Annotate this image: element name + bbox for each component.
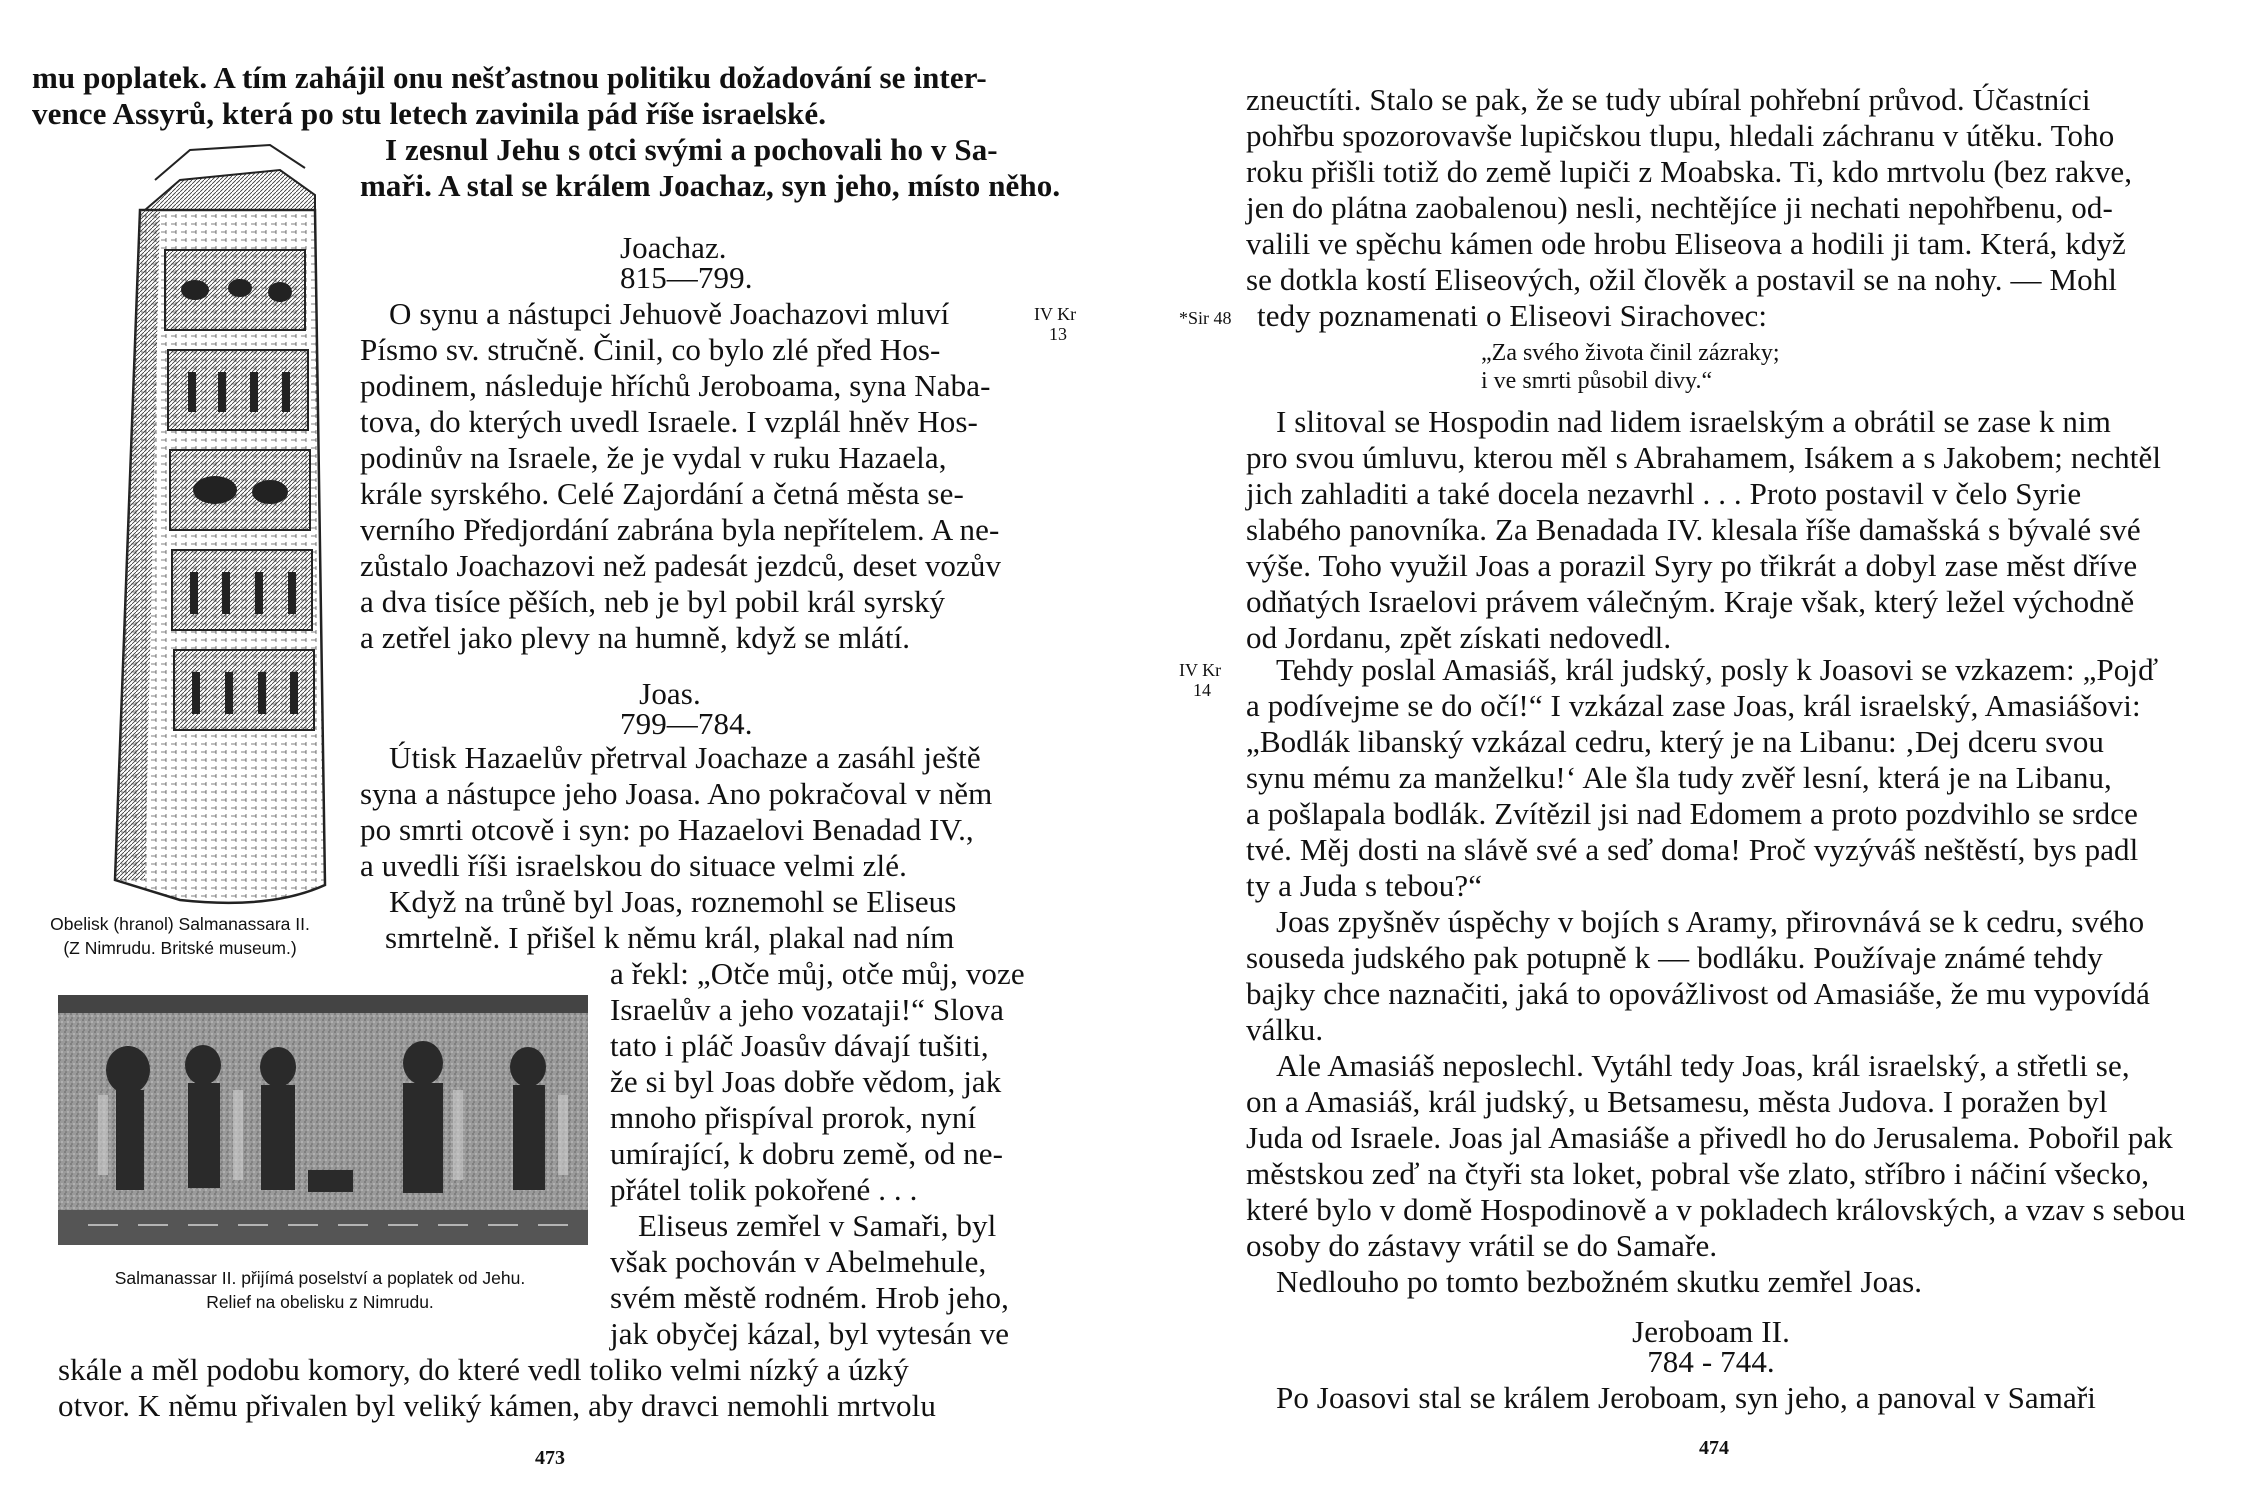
text-line: „Bodlák libanský vzkázal cedru, který je na Libanu: ‚Dej dceru svou [1246,724,2105,759]
text-line: verního Předjordání zabrána byla nepřítelem. A ne- [360,512,1000,547]
text-line: válku. [1246,1012,1324,1047]
text-line: a podívejme se do očí!“ I vzkázal zase Joas, král israelský, Amasiášovi: [1246,688,2141,723]
text-line: které bylo v domě Hospodinově a v pokladech královských, a vzav s sebou [1246,1192,2186,1227]
text-line: že si byl Joas dobře vědom, jak [610,1064,1002,1099]
text-line: maři. A stal se králem Joachaz, syn jeho, místo něho. [360,168,1061,203]
text-line: syna a nástupce jeho Joasa. Ano pokračoval v něm [360,776,993,811]
quote-line: i ve smrti působil divy.“ [1481,368,1713,394]
caption-line: (Z Nimrudu. Britské museum.) [63,938,297,958]
text-line: pohřbu spozorovavše lupičskou tlupu, hledali záchranu v útěku. Toho [1246,118,2115,153]
text-line: Když na trůně byl Joas, roznemohl se Eliseus [389,884,957,919]
margin-reference: IV Kr [1179,660,1222,680]
text-line: přátel tolik pokořené . . . [610,1172,918,1207]
quote-line: „Za svého života činil zázraky; [1481,340,1780,366]
text-line: umírající, k dobru země, od ne- [610,1136,1004,1171]
text-line: a zetřel jako plevy na humně, když se mlátí. [360,620,911,655]
text-line: smrtelně. I přišel k němu král, plakal nad ním [385,920,955,955]
section-years-jeroboam: 784 - 744. [1647,1344,1775,1379]
text-line: a uvedli říši israelskou do situace velmi zlé. [360,848,907,883]
text-line: synu mému za manželku!‘ Ale šla tudy zvěř lesní, která je na Libanu, [1246,760,2112,795]
figure-caption-relief [40,1266,600,1314]
text-line: Nedlouho po tomto bezbožném skutku zemřel Joas. [1276,1264,1923,1299]
text-line: osoby do zástavy vrátil se do Samaře. [1246,1228,1718,1263]
text-line: ty a Juda s tebou?“ [1246,868,1483,903]
caption-line: Salmanassar II. přijímá poselství a poplatek od Jehu. [114,1268,526,1288]
text-line: souseda judského pak potupně k — bodláku. Používaje známé tehdy [1246,940,2103,975]
caption-line: Relief na obelisku z Nimrudu. [206,1292,434,1312]
text-line: Písmo sv. stručně. Činil, co bylo zlé před Hos- [360,332,941,367]
text-line: Juda od Israele. Joas jal Amasiáše a přivedl ho do Jerusalema. Pobořil pak [1246,1120,2173,1155]
text-line: Ale Amasiáš neposlechl. Vytáhl tedy Joas, král israelský, a střetli se, [1276,1048,2130,1083]
text-line: tedy poznamenati o Eliseovi Sirachovec: [1257,298,1768,333]
text-line: jak obyčej kázal, byl vytesán ve [610,1316,1010,1351]
caption-line: Obelisk (hranol) Salmanassara II. [50,914,310,934]
text-line: slabého panovníka. Za Benadada IV. klesala říše damašská s bývalé své [1246,512,2141,547]
section-heading-joas: Joas. [639,676,701,711]
obelisk-illustration [100,140,340,920]
text-line: zneuctíti. Stalo se pak, že se tudy ubíral pohřební průvod. Účastníci [1246,82,2091,117]
text-line: mnoho přispíval prorok, nyní [610,1100,977,1135]
text-line: pro svou úmluvu, kterou měl s Abrahamem, Isákem a s Jakobem; nechtěl [1246,440,2162,475]
relief-photo [58,995,588,1245]
text-line: však pochován v Abelmehule, [610,1244,987,1279]
page-number: 473 [535,1447,565,1469]
text-line: podinem, následuje hříchů Jeroboama, syna Naba- [360,368,991,403]
right-page [1121,0,2242,1500]
text-line: tvé. Měj dosti na slávě své a seď doma! Proč vyzýváš neštěstí, bys padl [1246,832,2139,867]
text-line: svém městě rodném. Hrob jeho, [610,1280,1009,1315]
text-line: jen do plátna zaobalenou) nesli, nechtějíce ji nechati nepohřbenu, od- [1246,190,2113,225]
text-line: zůstalo Joachazovi než padesát jezdců, deset vozův [360,548,1002,583]
text-line: otvor. K němu přivalen byl veliký kámen, aby dravci nemohli mrtvolu [58,1388,936,1423]
page-number: 474 [1699,1437,1729,1459]
section-heading-joachaz: Joachaz. [620,230,727,265]
text-line: Tehdy poslal Amasiáš, král judský, posly k Joasovi se vzkazem: „Pojď [1276,652,2159,687]
margin-reference-number: 13 [1049,324,1067,344]
margin-reference-number: 14 [1193,680,1211,700]
text-line: on a Amasiáš, král judský, u Betsamesu, města Judova. I poražen byl [1246,1084,2108,1119]
text-line: jich zahladiti a také docela nezavrhl . . . Proto postavil v čelo Syrie [1246,476,2082,511]
text-line: O synu a nástupci Jehuově Joachazovi mluví [389,296,950,331]
text-line: od Jordanu, zpět získati nedovedl. [1246,620,1672,655]
margin-reference: *Sir 48 [1179,308,1232,328]
text-line: Joas zpyšněv úspěchy v bojích s Aramy, přirovnává se k cedru, svého [1276,904,2145,939]
text-line: podinův na Israele, že je vydal v ruku Hazaela, [360,440,947,475]
text-line: po smrti otcově i syn: po Hazaelovi Benadad IV., [360,812,974,847]
text-line: a dva tisíce pěších, neb je byl pobil král syrský [360,584,946,619]
text-line: a pošlapala bodlák. Zvítězil jsi nad Edomem a proto pozdvihlo se srdce [1246,796,2138,831]
text-line: tova, do kterých uvedl Israele. I vzplál hněv Hos- [360,404,978,439]
figure-caption-obelisk [0,912,360,960]
text-line: bajky chce naznačiti, jaká to opovážlivost od Amasiáše, že mu vypovídá [1246,976,2151,1011]
text-line: roku přišli totiž do země lupiči z Moabska. Ti, kdo mrtvolu (bez rakve, [1246,154,2133,189]
text-line: Útisk Hazaelův přetrval Joachaze a zasáhl ještě [389,740,981,775]
text-line: skále a měl podobu komory, do které vedl toliko velmi nízký a úzký [58,1352,909,1387]
text-line: se dotkla kostí Eliseových, ožil člověk a postavil se na nohy. — Mohl [1246,262,2118,297]
text-line: výše. Toho využil Joas a porazil Syry po třikrát a dobyl zase měst dříve [1246,548,2138,583]
text-line: I slitoval se Hospodin nad lidem israelským a obrátil se zase k nim [1276,404,2111,439]
margin-reference: IV Kr [1034,304,1077,324]
text-line: Israelův a jeho vozataji!“ Slova [610,992,1004,1027]
text-line: krále syrského. Celé Zajordání a četná města se- [360,476,964,511]
text-line: valili ve spěchu kámen ode hrobu Eliseova a hodili ji tam. Která, když [1246,226,2126,261]
text-line: mu poplatek. A tím zahájil onu nešťastnou politiku dožadování se inter- [32,60,987,95]
text-line: tato i pláč Joasův dávají tušiti, [610,1028,989,1063]
section-years-joachaz: 815—799. [620,260,753,295]
text-line: odňatých Israelovi právem válečným. Kraje však, který ležel východně [1246,584,2135,619]
section-heading-jeroboam: Jeroboam II. [1632,1314,1790,1349]
section-years-joas: 799—784. [620,706,753,741]
text-line: I zesnul Jehu s otci svými a pochovali ho v Sa- [385,132,998,167]
text-line: městskou zeď na čtyři sta loket, pobral vše zlato, stříbro i náčiní všecko, [1246,1156,2150,1191]
text-line: a řekl: „Otče můj, otče můj, voze [610,956,1025,991]
text-line: Eliseus zemřel v Samaři, byl [638,1208,997,1243]
text-line: vence Assyrů, která po stu letech zavinila pád říše israelské. [32,96,827,131]
text-line: Po Joasovi stal se králem Jeroboam, syn jeho, a panoval v Samaři [1276,1380,2096,1415]
